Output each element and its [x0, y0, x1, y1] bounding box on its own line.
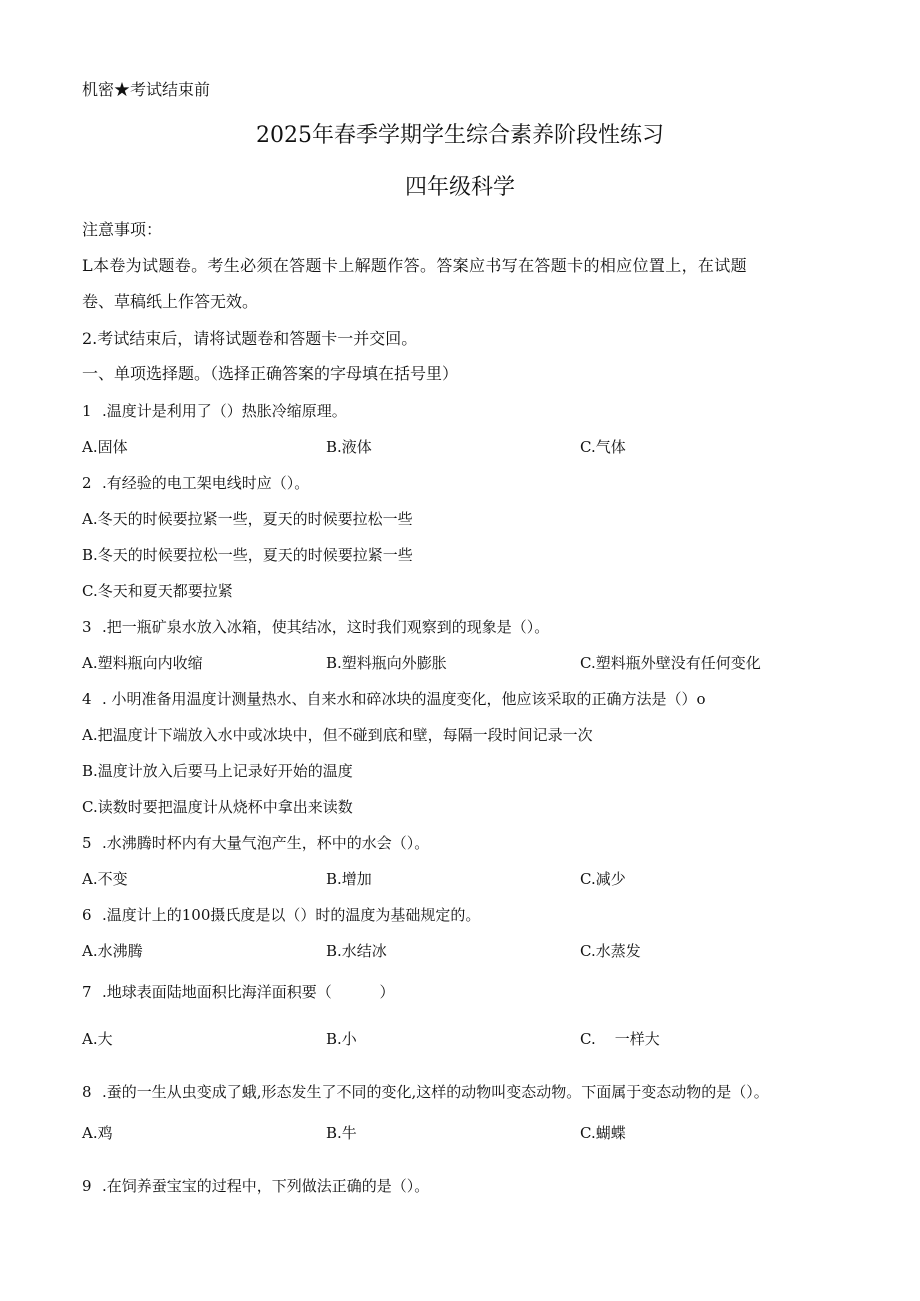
question-8 — [82, 1082, 769, 1102]
question-text: .蚕的一生从虫变成了蛾,形态发生了不同的变化,这样的动物叫变态动物。下面属于变态动物的是（）。 — [102, 1083, 769, 1101]
question-3 — [82, 617, 549, 637]
question-7 — [82, 982, 394, 1002]
question-number: 4 — [82, 690, 92, 708]
question-7-option-a: A.大 — [82, 1030, 113, 1048]
question-text: .温度计是利用了（）热胀冷缩原理。 — [102, 402, 347, 420]
question-7-option-c: C. 一样大 — [580, 1030, 660, 1048]
question-6 — [82, 905, 480, 925]
question-2-option-a: A.冬天的时候要拉紧一些，夏天的时候要拉松一些 — [82, 510, 413, 528]
confidential-label: 机密★考试结束前 — [82, 80, 211, 99]
question-4-option-c: C.读数时要把温度计从烧杯中拿出来读数 — [82, 798, 353, 816]
page-subtitle: 四年级科学 — [404, 175, 515, 200]
question-5-option-a: A.不变 — [82, 870, 128, 888]
question-text: . 小明准备用温度计测量热水、自来水和碎冰块的温度变化，他应该采取的正确方法是（）o — [102, 690, 706, 708]
question-3-option-b: B.塑料瓶向外膨胀 — [326, 654, 447, 672]
question-1-option-a: A.固体 — [82, 438, 128, 456]
question-text: .水沸腾时杯内有大量气泡产生，杯中的水会（）。 — [102, 834, 430, 852]
notice-item-2: 2.考试结束后，请将试题卷和答题卡一并交回。 — [82, 329, 418, 348]
question-number: 5 — [82, 834, 92, 852]
question-1-option-b: B.液体 — [326, 438, 372, 456]
question-3-option-c: C.塑料瓶外壁没有任何变化 — [580, 654, 761, 672]
question-number: 1 — [82, 402, 92, 420]
question-1-option-c: C.气体 — [580, 438, 626, 456]
question-number: 7 — [82, 983, 92, 1001]
question-4 — [82, 689, 706, 709]
notice-item-1-line-1: L本卷为试题卷。考生必须在答题卡上解题作答。答案应书写在答题卡的相应位置上，在试题 — [82, 256, 747, 275]
question-9 — [82, 1176, 429, 1196]
question-number: 3 — [82, 618, 92, 636]
question-6-option-a: A.水沸腾 — [82, 942, 143, 960]
notice-heading: 注意事项： — [82, 220, 163, 239]
question-text: .温度计上的100摄氏度是以（）时的温度为基础规定的。 — [102, 906, 481, 924]
question-2-option-b: B.冬天的时候要拉松一些，夏天的时候要拉紧一些 — [82, 546, 413, 564]
notice-item-1-line-2: 卷、草稿纸上作答无效。 — [82, 292, 259, 311]
question-2-option-c: C.冬天和夏天都要拉紧 — [82, 582, 233, 600]
question-5-option-b: B.增加 — [326, 870, 372, 888]
question-8-option-b: B.牛 — [326, 1124, 357, 1142]
question-number: 9 — [82, 1177, 92, 1195]
question-5-option-c: C.减少 — [580, 870, 626, 888]
question-6-option-b: B.水结冰 — [326, 942, 387, 960]
question-number: 8 — [82, 1083, 92, 1101]
question-number: 2 — [82, 474, 92, 492]
question-7-option-b: B.小 — [326, 1030, 357, 1048]
section-heading: 一、单项选择题。（选择正确答案的字母填在括号里） — [82, 364, 459, 383]
question-text: .有经验的电工架电线时应（）。 — [102, 474, 310, 492]
page-title: 2025年春季学期学生综合素养阶段性练习 — [256, 123, 664, 148]
question-text: .地球表面陆地面积比海洋面积要（ ） — [102, 983, 395, 1001]
question-8-option-a: A.鸡 — [82, 1124, 113, 1142]
question-number: 6 — [82, 906, 92, 924]
question-4-option-b: B.温度计放入后要马上记录好开始的温度 — [82, 762, 353, 780]
question-5 — [82, 833, 429, 853]
question-8-option-c: C.蝴蝶 — [580, 1124, 626, 1142]
question-4-option-a: A.把温度计下端放入水中或冰块中，但不碰到底和壁，每隔一段时间记录一次 — [82, 726, 593, 744]
question-3-option-a: A.塑料瓶向内收缩 — [82, 654, 203, 672]
question-2 — [82, 473, 309, 493]
question-1 — [82, 401, 347, 421]
question-text: .把一瓶矿泉水放入冰箱，使其结冰，这时我们观察到的现象是（）。 — [102, 618, 550, 636]
question-text: .在饲养蚕宝宝的过程中，下列做法正确的是（）。 — [102, 1177, 430, 1195]
question-6-option-c: C.水蒸发 — [580, 942, 641, 960]
